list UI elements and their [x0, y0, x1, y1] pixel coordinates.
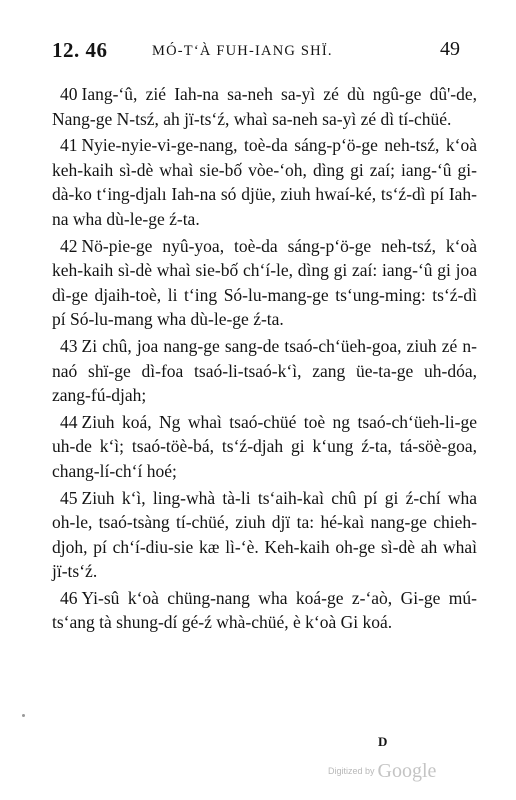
verse-text: Ziuh koá, Ng whaì tsaó-chüé toè ng tsaó-ch‘üeh-li-ge uh-de k‘ì; tsaó-töè-bá, ts‘ź-djah gi k‘ung ź-ta, tá-söè-goa, chang-lí-ch‘í hoé;: [52, 411, 477, 481]
verse-number: 40: [60, 84, 78, 104]
verse-text: Yi-sû k‘oà chüng-nang wha koá-ge z-‘aò, Gi-ge mú-ts‘ang tà shung-dí gé-ź whà-chüé, è k‘oà Gi koá.: [52, 587, 477, 633]
chapter-reference: 12. 46: [52, 38, 108, 62]
verse-text: Ziuh k‘ì, ling-whà tà-li ts‘aih-kaì chû pí gi ź-chí wha oh-le, tsaó-tsàng tí-chüé, ziuh djï ta: hé-kaì nang-ge chieh-djoh, pí ch‘í-diu-sie kæ lì-‘è. Keh-kaih oh-ge sì-dè ah whaì jï-ts‘ź.: [52, 487, 477, 582]
verse-44: [52, 410, 477, 484]
running-title: MÓ-T‘À FUH-IANG SHÏ.: [152, 43, 333, 59]
verse-45: [52, 486, 477, 584]
verse-number: 42: [60, 235, 78, 256]
watermark-prefix: Digitized by: [328, 766, 375, 776]
verse-46: [52, 586, 477, 635]
watermark-brand: Google: [377, 760, 437, 782]
digitized-watermark: [328, 760, 436, 783]
page-header: [52, 38, 460, 66]
page-number: 49: [440, 38, 460, 60]
verse-41: [52, 133, 477, 231]
verse-text: Nyie-nyie-vi-ge-nang, toè-da sáng-p‘ö-ge neh-tsź, k‘oà keh-kaih sì-dè whaì sie-bố vòe-‘oh, dìng gi zaí; iang-‘û gi-dà-ko t‘ing-djalı Iah-na só djüe, ziuh hwaí-ké, ts‘ź-dì pí Iah-na wha dù-le-ge ź-ta.: [52, 135, 477, 229]
verse-number: 46: [60, 587, 78, 608]
verse-number: 45: [60, 487, 78, 508]
verse-number: 41: [60, 135, 78, 156]
verse-text: Nö-pie-ge nyû-yoa, toè-da sáng-p‘ö-ge neh-tsź, k‘oà keh-kaih sì-dè whaì sie-bố ch‘í-le, dìng gi zaí: iang-‘û gi joa dì-ge djaih-toè, li t‘ing Só-lu-mang-ge ts‘ung-ming: ts‘ź-dì pí Só-lu-mang wha dù-le-ge ź-ta.: [52, 235, 477, 330]
verse-number: 44: [60, 411, 78, 432]
signature-mark: D: [378, 734, 388, 749]
verse-text: Zi chû, joa nang-ge sang-de tsaó-ch‘üeh-goa, ziuh zé n-naó shï-ge dì-foa tsaó-li-tsaó-k‘ì, zang üe-ta-ge uh-dóa, zang-fú-djah;: [52, 335, 477, 406]
verse-43: [52, 334, 477, 408]
verse-42: [52, 234, 477, 332]
verse-text: Iang-‘û, zié Iah-na sa-neh sa-yì zé dù ngû-ge dû'-de, Nang-ge N-tsź, ah jï-ts‘ź, whaì sa-neh sa-yì zé dì tí-chüé.: [52, 84, 477, 129]
verse-number: 43: [60, 335, 78, 356]
verse-text-block: [52, 82, 477, 637]
verse-40: [52, 82, 477, 131]
margin-speck: [22, 714, 25, 717]
